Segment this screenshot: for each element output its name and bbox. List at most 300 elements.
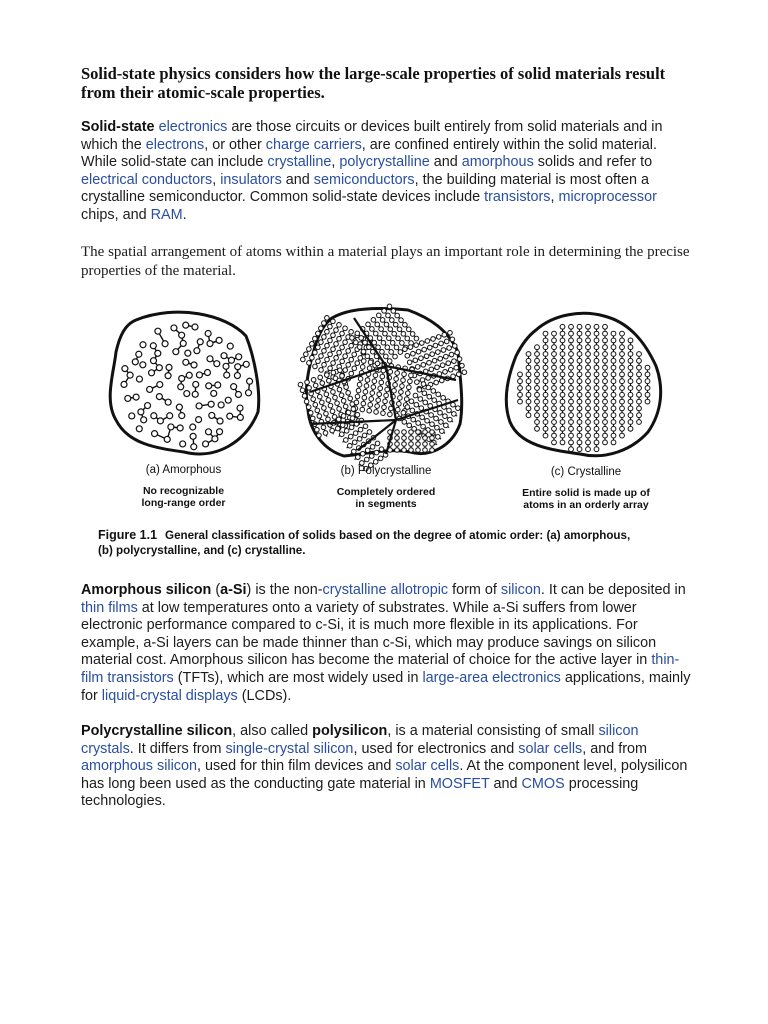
grain-atom <box>318 339 324 345</box>
link-electrons[interactable]: electrons <box>145 136 205 153</box>
amorphous-atom <box>227 343 233 349</box>
crystal-atom <box>569 372 574 377</box>
link-allotropic[interactable]: allotropic <box>390 582 449 598</box>
amorphous-atom <box>221 353 227 359</box>
link-crystalline-2[interactable]: crystalline <box>322 582 387 598</box>
link-mosfet[interactable]: MOSFET <box>429 775 490 792</box>
grain-atom <box>330 332 336 338</box>
link-cmos[interactable]: CMOS <box>521 775 565 792</box>
crystal-atom <box>569 331 574 336</box>
grain-atom <box>449 352 455 358</box>
grain-atom <box>430 388 436 394</box>
grain-atom <box>423 436 428 441</box>
grain-atom <box>400 377 405 382</box>
crystal-atom <box>569 406 574 411</box>
grain-atom <box>312 402 318 408</box>
crystal-atom <box>603 413 608 418</box>
grain-atom <box>323 411 329 417</box>
amorphous-atom <box>167 413 173 419</box>
panel-b-desc-1: Completely ordered <box>336 485 436 498</box>
crystal-atom <box>560 420 565 425</box>
crystal-atom <box>594 379 599 384</box>
grain-atom <box>319 399 325 405</box>
amorphous-atom <box>162 341 168 347</box>
amorphous-atom <box>207 341 213 347</box>
crystal-atom <box>552 331 557 336</box>
crystal-atom <box>543 331 548 336</box>
paragraph-amorphous-silicon <box>81 582 691 705</box>
amorphous-atom <box>205 330 211 336</box>
grain-atom <box>321 362 327 368</box>
amorphous-atom <box>207 356 213 362</box>
grain-atom <box>424 353 430 359</box>
crystal-atom <box>543 433 548 438</box>
grain-atom <box>412 357 418 363</box>
grain-atom <box>423 448 428 453</box>
text: , and from <box>582 740 648 757</box>
crystal-atom <box>560 365 565 370</box>
crystal-atom <box>560 433 565 438</box>
grain-atom <box>360 407 365 412</box>
grain-atom <box>356 436 362 442</box>
link-single-crystal-silicon[interactable]: single-crystal silicon <box>225 740 354 757</box>
link-silicon-crystals[interactable]: silicon crystals <box>81 723 639 757</box>
crystal-atom <box>586 379 591 384</box>
crystal-atom <box>611 345 616 350</box>
crystal-atom <box>586 324 591 329</box>
grain-atom <box>399 383 404 388</box>
link-ram[interactable]: RAM <box>150 206 183 223</box>
link-solar-cells-2[interactable]: solar cells <box>395 758 460 775</box>
grain-atom <box>323 391 329 397</box>
text: at low temperatures onto a variety of substrates. While a-Si suffers from lower electronic performance compared to c-Si, it is much more flexible in its applications. For example, a-Si layers can be made thinner than c-Si, which may produce savings on silicon material cost. Amorphous silicon has become the material of choice for the active layer in <box>81 599 657 669</box>
grain-atom <box>368 402 373 407</box>
crystal-atom <box>637 413 642 418</box>
crystal-atom <box>645 379 650 384</box>
grain-atom <box>436 334 442 340</box>
crystal-atom <box>594 420 599 425</box>
crystal-atom <box>620 420 625 425</box>
crystal-atom <box>552 420 557 425</box>
link-solar-cells[interactable]: solar cells <box>518 740 583 757</box>
crystal-atom <box>645 365 650 370</box>
grain-atom <box>361 401 366 406</box>
grain <box>329 406 389 473</box>
amorphous-atom <box>136 376 142 382</box>
crystal-atom <box>603 399 608 404</box>
grain-atom <box>300 356 306 362</box>
grain-atom <box>418 355 424 361</box>
crystal-atom <box>620 379 625 384</box>
crystal-atom <box>535 352 540 357</box>
amorphous-atom <box>190 433 196 439</box>
amorphous-atom <box>227 413 233 419</box>
grain-atom <box>396 401 401 406</box>
crystal-atom <box>620 365 625 370</box>
grain-atom <box>362 423 368 429</box>
crystal-atom <box>645 386 650 391</box>
amorphous-atom <box>173 349 179 355</box>
amorphous-atom <box>196 417 202 423</box>
crystal-atom <box>586 433 591 438</box>
grain-atom <box>391 388 396 393</box>
grain-atom <box>404 353 410 359</box>
crystal-atom <box>594 392 599 397</box>
grain-atom <box>370 390 375 395</box>
crystal-atom <box>637 372 642 377</box>
crystal-atom <box>611 426 616 431</box>
text: chips, and <box>81 206 151 223</box>
crystal-atom <box>560 345 565 350</box>
grain-atom <box>451 411 457 417</box>
grain-atom <box>333 355 339 361</box>
amorphous-atom <box>179 375 185 381</box>
grain-atom <box>409 430 414 435</box>
crystal-atom <box>552 433 557 438</box>
grain-atom <box>343 437 349 443</box>
crystal-atom <box>526 365 531 370</box>
grain-atom <box>321 424 327 430</box>
grain-atom <box>375 397 380 402</box>
amorphous-atom <box>168 424 174 430</box>
grain-atom <box>415 420 421 426</box>
grain-atom <box>347 395 353 401</box>
text: . <box>182 206 187 223</box>
crystal-atom <box>620 386 625 391</box>
grain-atom <box>343 428 349 434</box>
crystal-atom <box>569 365 574 370</box>
crystal-atom <box>603 338 608 343</box>
grain-atom <box>451 358 457 364</box>
crystal-atom <box>577 406 582 411</box>
grain-atom <box>438 341 444 347</box>
grain-atom <box>311 377 317 383</box>
crystal-atom <box>543 413 548 418</box>
grain-atom <box>377 392 382 397</box>
crystal-atom <box>628 379 633 384</box>
crystal-atom <box>535 372 540 377</box>
link-transistors[interactable]: transistors <box>484 189 551 206</box>
grain-atom <box>435 349 441 355</box>
crystal-atom <box>603 386 608 391</box>
link-polycrystalline[interactable]: polycrystalline <box>339 154 430 171</box>
crystal-atom <box>543 372 548 377</box>
grain-atom <box>440 395 446 401</box>
link-liquid-crystal-displays[interactable]: liquid-crystal displays <box>101 687 238 704</box>
amorphous-atom <box>165 373 171 379</box>
crystal-atom <box>620 433 625 438</box>
grain-atom <box>416 442 421 447</box>
link-charge-carriers[interactable]: charge carriers <box>265 136 362 153</box>
crystal-atom <box>611 420 616 425</box>
crystal-atom <box>535 392 540 397</box>
grain-atom <box>393 376 398 381</box>
crystal-atom <box>577 440 582 445</box>
crystal-atom <box>518 399 523 404</box>
amorphous-atom <box>228 357 234 363</box>
grain-atom <box>298 382 304 388</box>
term-amorphous-silicon: Amorphous silicon <box>81 582 212 598</box>
grain-atom <box>324 342 330 348</box>
grain-atom <box>371 384 376 389</box>
crystal-atom <box>620 392 625 397</box>
grain-atom <box>424 338 430 344</box>
grain-atom <box>434 364 440 370</box>
crystal-atom <box>543 426 548 431</box>
crystal-atom <box>552 352 557 357</box>
crystal-atom <box>552 372 557 377</box>
grain-atom <box>408 373 413 378</box>
grain-atom <box>304 399 310 405</box>
amorphous-atom <box>212 436 218 442</box>
grain-atom <box>409 442 414 447</box>
panel-a-desc-1: No recognizable <box>142 484 225 497</box>
amorphous-atom <box>178 384 184 390</box>
amorphous-atom <box>121 381 127 387</box>
amorphous-atom <box>203 441 209 447</box>
figure-caption-text-1: General classification of solids based on the degree of atomic order: (a) amorphous, <box>165 529 631 542</box>
crystal-atom <box>569 386 574 391</box>
crystal-atom <box>594 426 599 431</box>
crystal-atom <box>594 372 599 377</box>
grain-atom <box>447 416 453 422</box>
link-amorphous[interactable]: amorphous <box>461 154 534 171</box>
crystal-atom <box>628 399 633 404</box>
grain-atom <box>327 337 333 343</box>
crystal-atom <box>577 365 582 370</box>
crystal-atom <box>569 426 574 431</box>
text: are those circuits or devices built entirely from solid materials and in which the <box>81 119 663 153</box>
amorphous-atom <box>166 364 172 370</box>
link-electronics[interactable]: electronics <box>158 119 228 135</box>
crystal-atom <box>552 379 557 384</box>
text: , <box>550 189 559 206</box>
amorphous-atom <box>176 404 182 410</box>
amorphous-atom <box>183 322 189 328</box>
crystal-atom <box>560 372 565 377</box>
grain-atom <box>324 356 330 362</box>
crystal-atom <box>560 440 565 445</box>
grain-atom <box>360 451 366 457</box>
crystal-atom <box>535 399 540 404</box>
link-silicon[interactable]: silicon <box>500 582 541 598</box>
amorphous-atom <box>150 358 156 364</box>
crystal-atom <box>560 413 565 418</box>
grain-atom <box>342 339 348 345</box>
link-electrical-conductors[interactable]: electrical conductors <box>81 171 213 188</box>
amorphous-atom <box>224 372 230 378</box>
crystal-atom <box>560 386 565 391</box>
amorphous-atom <box>185 350 191 356</box>
amorphous-atom <box>237 405 243 411</box>
grain-atom <box>327 323 333 329</box>
crystal-atom <box>586 399 591 404</box>
grain-atom <box>433 415 439 421</box>
grain-atom <box>330 360 336 366</box>
link-semiconductors[interactable]: semiconductors <box>313 171 415 188</box>
grain-atom <box>321 334 327 340</box>
crystal-atom <box>569 379 574 384</box>
grain-atom <box>405 391 410 396</box>
grain-atom <box>432 358 438 364</box>
grain-atom <box>326 378 332 384</box>
grain-atom <box>417 396 423 402</box>
crystal-atom <box>603 406 608 411</box>
crystal-atom <box>603 426 608 431</box>
crystal-atom <box>594 399 599 404</box>
grain-atom <box>446 345 452 351</box>
grain-atom <box>309 355 315 361</box>
grain-atom <box>430 448 435 453</box>
text: (TFTs), which are most widely used in <box>173 669 423 686</box>
crystal-atom <box>637 379 642 384</box>
grain-atom <box>330 408 336 414</box>
crystal-atom <box>594 440 599 445</box>
grain-atom <box>433 380 439 386</box>
crystal-atom <box>543 420 548 425</box>
grain-atom <box>428 412 434 418</box>
grain-atom <box>372 379 377 384</box>
grain-atom <box>406 385 411 390</box>
amorphous-atom <box>192 391 198 397</box>
crystal-atom <box>535 420 540 425</box>
crystal-atom <box>569 338 574 343</box>
grain-atom <box>374 440 380 446</box>
crystal-atom <box>637 420 642 425</box>
crystal-atom <box>620 352 625 357</box>
grain-atom <box>358 376 363 381</box>
grain-atom <box>337 387 343 393</box>
crystal-atom <box>560 338 565 343</box>
grain-atom <box>430 436 435 441</box>
grain-atom <box>434 424 440 430</box>
crystal-atom <box>526 399 531 404</box>
amorphous-atom <box>208 401 214 407</box>
link-insulators[interactable]: insulators <box>220 171 282 188</box>
grain-atom <box>333 341 339 347</box>
grain-atom <box>362 395 367 400</box>
crystal-atom <box>543 399 548 404</box>
amorphous-atom <box>218 402 224 408</box>
crystal-atom <box>560 358 565 363</box>
paragraph-solid-state <box>81 119 691 225</box>
grain-atom <box>336 349 342 355</box>
paragraph-polycrystalline-silicon <box>81 723 691 811</box>
crystal-atom <box>603 440 608 445</box>
grain-atom <box>409 448 414 453</box>
crystal-atom <box>628 420 633 425</box>
crystal-atom <box>628 386 633 391</box>
crystal-atom <box>611 440 616 445</box>
grain-atom <box>323 430 329 436</box>
crystal-atom <box>645 392 650 397</box>
crystal-atom <box>543 386 548 391</box>
crystal-atom <box>628 352 633 357</box>
crystal-atom <box>569 324 574 329</box>
crystal-atom <box>535 406 540 411</box>
link-large-area-electronics[interactable]: large-area electronics <box>422 669 561 686</box>
grain-atom <box>431 397 437 403</box>
crystal-atom <box>577 372 582 377</box>
figure-caption-line-1 <box>98 528 688 543</box>
grain-atom <box>327 351 333 357</box>
grain-atom <box>369 444 375 450</box>
text: , used for electronics and <box>353 740 519 757</box>
grain-atom <box>395 430 400 435</box>
panel-b-desc-2: in segments <box>355 498 417 510</box>
crystal-atom <box>560 406 565 411</box>
amorphous-atom <box>247 378 253 384</box>
grain-atom <box>419 414 425 420</box>
amorphous-atom <box>184 391 190 397</box>
grain-atom <box>342 353 348 359</box>
link-microprocessor[interactable]: microprocessor <box>558 189 657 206</box>
amorphous-atom <box>214 361 220 367</box>
text: . It can be deposited in <box>540 582 686 598</box>
crystal-atom <box>603 372 608 377</box>
grain-atom <box>324 329 330 335</box>
grain-atom <box>319 380 325 386</box>
grain-atom <box>423 442 428 447</box>
grain-atom <box>354 400 359 405</box>
grain-atom <box>428 366 434 372</box>
crystal-atom <box>543 358 548 363</box>
crystal-atom <box>535 358 540 363</box>
grain-atom <box>382 399 387 404</box>
grain-atom <box>409 407 415 413</box>
grain-atom <box>461 369 467 375</box>
grain-atom <box>415 364 421 370</box>
amorphous-atom <box>246 390 252 396</box>
crystal-atom <box>594 352 599 357</box>
grain-atom <box>410 416 416 422</box>
text: applications, mainly for <box>81 669 691 704</box>
grain-atom <box>373 373 378 378</box>
grain-atom <box>381 368 386 373</box>
grain-atom <box>330 346 336 352</box>
grain-atom <box>430 336 436 342</box>
amorphous-atom <box>152 431 158 437</box>
amorphous-atom <box>183 359 189 365</box>
crystal-atom <box>620 413 625 418</box>
figure-classification-of-solids <box>96 300 686 562</box>
amorphous-atom <box>156 394 162 400</box>
crystal-atom <box>628 413 633 418</box>
link-amorphous-silicon[interactable]: amorphous silicon <box>81 758 197 775</box>
crystal-atom <box>560 379 565 384</box>
crystal-atom <box>535 379 540 384</box>
crystal-atom <box>611 331 616 336</box>
figure-caption-line-2: (b) polycrystalline, and (c) crystalline. <box>98 544 306 557</box>
crystal-atom <box>526 372 531 377</box>
link-crystalline[interactable]: crystalline <box>267 154 332 171</box>
grain-atom <box>421 347 427 353</box>
crystal-atom <box>603 352 608 357</box>
crystal-atom <box>586 447 591 452</box>
grain-atom <box>361 432 367 438</box>
crystal-atom <box>552 358 557 363</box>
link-thin-films[interactable]: thin films <box>81 599 138 616</box>
grain-atom <box>336 322 342 328</box>
crystal-atom <box>620 338 625 343</box>
grain-atom <box>306 346 312 352</box>
crystal-atom <box>603 433 608 438</box>
crystal-atom <box>594 331 599 336</box>
link-thin-film-transistors[interactable]: thin-film transistors <box>81 652 680 686</box>
crystal-atom <box>637 392 642 397</box>
grain-atom <box>303 351 309 357</box>
crystal-atom <box>543 352 548 357</box>
